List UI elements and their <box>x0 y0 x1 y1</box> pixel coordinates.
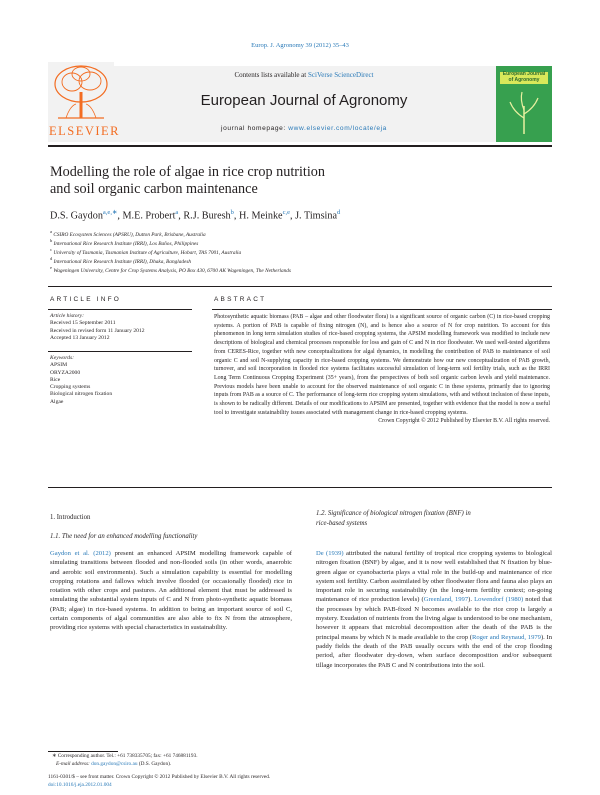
doi-link[interactable]: doi:10.1016/j.eja.2012.01.004 <box>48 781 112 788</box>
keywords-block <box>50 355 112 406</box>
keyword: Biological nitrogen fixation <box>50 391 113 398</box>
article-title <box>50 164 490 198</box>
keyword: APSIM <box>50 362 68 369</box>
author-affiliation-marker[interactable]: c,e <box>282 209 290 216</box>
front-matter <box>48 774 270 789</box>
homepage-prefix: journal homepage: <box>221 125 289 132</box>
keyword: Cropping systems <box>50 384 91 391</box>
right-column-paragraph <box>316 549 552 670</box>
email-suffix: (D.S. Gaydon). <box>137 761 172 767</box>
cover-title: European Journal of Agronomy <box>502 71 546 83</box>
affiliation-text: International Rice Research Institute (IRRI), Los Baños, Philippines <box>53 240 199 247</box>
title-line-2: and soil organic carbon maintenance <box>50 181 258 197</box>
keyword: Rice <box>50 376 61 383</box>
keyword: ORYZA2000 <box>50 369 81 376</box>
keywords-label: Keywords: <box>50 355 75 361</box>
affiliation-text: International Rice Research Institute (IRRI), Dhaka, Bangladesh <box>53 258 192 265</box>
section-heading-introduction: 1. Introduction <box>50 514 91 521</box>
subsection-heading-1-1: 1.1. The need for an enhanced modelling functionality <box>50 533 198 540</box>
abstract-body <box>214 313 550 426</box>
author-name: M.E. Probert <box>122 210 176 222</box>
revised-date: Received in revised form 11 January 2012 <box>50 327 145 334</box>
footnote-rule <box>48 751 118 752</box>
author-separator: , <box>289 210 296 222</box>
author-name: H. Meinke <box>239 210 283 222</box>
affiliation-marker: b <box>50 238 53 243</box>
paragraph-text: noted that the processes by which PAB-fixed N becomes available to the rice crop is largely a mystery. Exudation of nutrients from the living algae is understood to be one mechanism, however it appears that microbial decomposition after the death of the PAB is the principal means by which N is made available to the crop ( <box>316 596 552 641</box>
affiliation-text: CSIRO Ecosystem Sciences (APSRU), Dutton Park, Brisbane, Australia <box>53 231 206 238</box>
citation-link[interactable]: Gaydon et al. (2012) <box>50 550 111 557</box>
journal-cover-thumbnail[interactable] <box>496 66 552 142</box>
author-name: D.S. Gaydon <box>50 210 103 222</box>
author-affiliation-marker[interactable]: d <box>336 209 341 216</box>
abstract-text: Photosynthetic aquatic biomass (PAB – algae and other floodwater flora) is a significant source of organic carbon (C) in rice-based cropping systems. A portion of PAB is capable of fixing nitrogen (N), and is hence also a source of N for crop nutrition. To account for this phenomenon in long term simulation studies of rice-based cropping systems, the APSIM modelling framework was modified to include new descriptions of biological and chemical processes responsible for loss and gain of C and N in rice floodwater. We used well-tested algorithms from CERES-Rice, together with new conceptualizations for algal dynamics, in modelling the contribution of PAB to maintenance of soil organic C and soil N-supplying capacity in rice-based cropping systems. We demonstrate how our new conceptualization of PAB growth, turnover, and soil incorporation in flooded rice systems facilitates successful simulation of long-term soil fertility trials, such as the IRRI Long Term Continuous Cropping Experiment (35+ years), from the perspectives of both soil organic carbon levels and yield maintenance. Previous models have been unable to account for the observed maintenance of soil organic C in these systems, primarily due to ignoring inputs from PAB as a source of C. The performance of long-term rice cropping system simulations, with and without inclusion of these inputs, is shown to be radically different. Details of our modifications to APSIM are presented, together with evidence that the model is now a useful tool to investigate sustainability issues associated with management change in rice-based cropping systems. <box>214 314 550 416</box>
title-line-1: Modelling the role of algae in rice crop nutrition <box>50 164 325 180</box>
affiliation-text: Wageningen University, Centre for Crop Systems Analysis, PO Box 430, 6700 AK Wageningen, The Netherlands <box>53 267 291 274</box>
contents-line <box>114 71 494 79</box>
citation-link[interactable]: Greenland, 1997 <box>423 596 469 604</box>
keyword: Algae <box>50 398 64 405</box>
sciencedirect-link[interactable]: SciVerse ScienceDirect <box>308 71 374 79</box>
subsection-heading-1-2 <box>316 509 552 528</box>
author-name: J. Timsina <box>295 210 337 222</box>
affiliation-marker: e <box>50 265 52 270</box>
email-link[interactable]: don.gaydon@csiro.au <box>91 761 138 767</box>
affiliation <box>50 264 291 275</box>
homepage-link[interactable]: www.elsevier.com/locate/eja <box>288 125 387 132</box>
author-separator: , <box>117 210 123 222</box>
subsection-heading-line: rice-based systems <box>316 519 368 527</box>
author-affiliation-marker[interactable]: b <box>230 209 234 216</box>
citation-link[interactable]: Roger and Reynaud, 1979 <box>471 633 541 641</box>
journal-title: European Journal of Agronomy <box>200 92 408 109</box>
article-info-rule <box>48 309 192 310</box>
corresponding-author-note: ∗ Corresponding author. Tel.: +61 738335705; fax: +61 746881193. <box>52 753 198 759</box>
abstract-copyright: Crown Copyright © 2012 Published by Elsevier B.V. All rights reserved. <box>378 418 550 425</box>
paragraph-text: attributed the natural fertility of tropical rice cropping systems to biological nitrogen fixation (BNF) by algae, and it is now well established that N fixation by blue-green algae or cyanobacteria plays a vital role in the build-up and maintenance of rice system soil fertility. Carbon assimilated by other floodwater flora and fauna also plays an important role in securing sustainability (in the long-term fertility context; on-going maintenance of rice production levels) ( <box>316 550 552 604</box>
author-affiliation-marker[interactable]: a <box>175 209 179 216</box>
author-separator: , <box>233 210 239 222</box>
accepted-date: Accepted 13 January 2012 <box>50 334 110 341</box>
author-separator: , <box>178 210 184 222</box>
abstract-rule <box>212 309 552 310</box>
keywords-rule <box>48 351 192 352</box>
article-history <box>50 313 145 342</box>
affiliation-rule <box>48 286 552 287</box>
issn-line: 1161-0301/$ – see front matter. Crown Copyright © 2012 Published by Elsevier B.V. All rights reserved. <box>48 774 271 780</box>
history-label: Article history: <box>50 313 85 319</box>
affiliation-marker: d <box>50 256 53 261</box>
author-affiliation-marker[interactable]: a,e,∗ <box>102 209 118 216</box>
affiliation-text: University of Tasmania, Tasmanian Institute of Agriculture, Hobart, TAS 7001, Australia <box>53 249 242 256</box>
affiliation-marker: c <box>50 247 52 252</box>
email-note <box>56 761 171 768</box>
paragraph-text: ). <box>468 596 475 604</box>
citation-link[interactable]: Lowendorf (1980) <box>474 596 524 604</box>
abstract-heading: ABSTRACT <box>214 296 267 303</box>
publisher-wordmark: ELSEVIER <box>49 124 121 138</box>
homepage-line <box>114 125 494 132</box>
header-rule <box>48 145 552 147</box>
article-info-heading: ARTICLE INFO <box>50 296 122 303</box>
citation-link[interactable]: De (1939) <box>316 550 344 557</box>
author-name: R.J. Buresh <box>183 210 231 222</box>
email-label: E-mail address: <box>56 761 92 767</box>
author-list <box>50 208 340 221</box>
left-column-paragraph <box>50 549 292 633</box>
subsection-heading-line: 1.2. Significance of biological nitrogen fixation (BNF) in <box>316 510 471 517</box>
journal-reference[interactable]: Europ. J. Agronomy 39 (2012) 35–43 <box>251 42 349 49</box>
paragraph-text: ). In paddy fields the death of the PAB usually occurs with the end of the crop flooding period, after floodwater dry-down, when surface decomposition and/or subsequent tillage incorporates the PAB C and N contributions into the soil. <box>316 633 553 669</box>
received-date: Received 15 September 2011 <box>50 320 116 327</box>
abstract-bottom-rule <box>48 487 552 488</box>
cover-plant-icon <box>504 88 544 136</box>
contents-prefix: Contents lists available at <box>234 71 308 79</box>
paragraph-text: present an enhanced APSIM modelling framework capable of simulating transitions between flooded and non-flooded soils (in other words, anaerobic and aerobic soil environments). Such a simulation capability is essential for modelling cropping rotations and fallows which involve flooded (or occasionally flooded) rice in rotation with other crops and pastures. An additional element that must be addressed is simulating the substantial system inputs of C and N from photo-synthetic aquatic biomass (PAB; algae) in rice-based systems. In addition to being an important source of soil C, certain components of algal communities are also able to fix N from the atmosphere, providing rice systems with special characteristics in sustainability. <box>50 550 292 632</box>
affiliation-marker: a <box>50 229 52 234</box>
